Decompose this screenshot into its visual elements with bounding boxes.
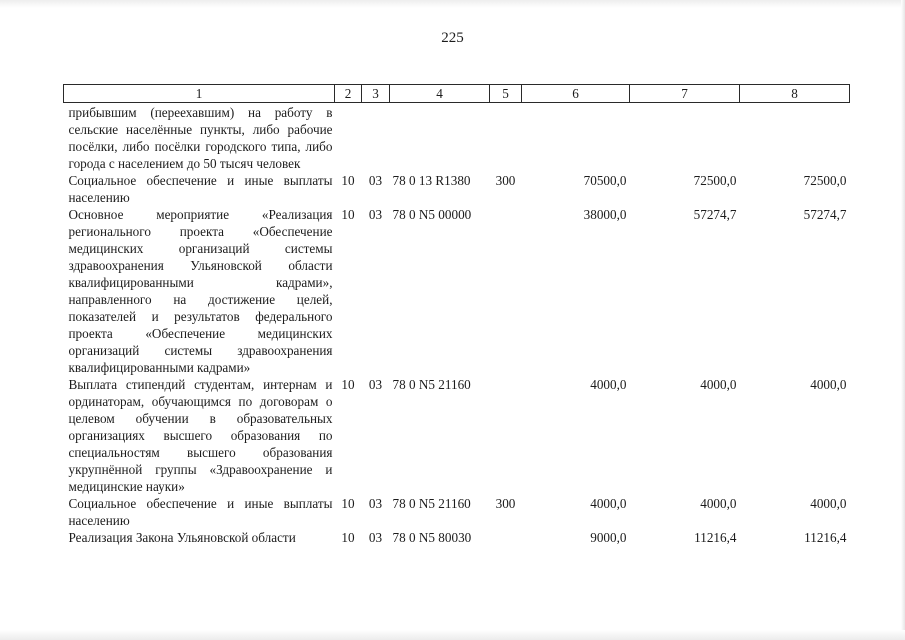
row-target-article bbox=[390, 103, 490, 173]
row-amount-col7: 4000,0 bbox=[700, 377, 737, 392]
header-col-3: 3 bbox=[362, 85, 390, 103]
row-amount-col7: 4000,0 bbox=[700, 496, 737, 511]
row-description: Реализация Закона Ульяновской области bbox=[68, 530, 296, 545]
row-description: Выплата стипендий студентам, интернам и ординаторам, обучающимся по договорам о целевом обучении в образовательных организациях высшего образования по специальностям высшего образования укрупнённой группы «Здравоохранение и медицинские науки» bbox=[68, 377, 333, 494]
row-expense-type: 300 bbox=[495, 496, 516, 511]
row-amount-col8: 4000,0 bbox=[810, 377, 847, 392]
row-amount-col6: 4000,0 bbox=[590, 496, 627, 511]
row-amount-col6: 9000,0 bbox=[590, 530, 627, 545]
row-subsection: 03 bbox=[368, 496, 383, 511]
row-section: 10 bbox=[341, 207, 355, 222]
row-subsection bbox=[362, 103, 390, 173]
table-body bbox=[64, 103, 850, 547]
header-col-5: 5 bbox=[490, 85, 522, 103]
row-amount-col7 bbox=[630, 103, 740, 173]
row-target-article: 78 0 N5 21160 bbox=[392, 496, 471, 511]
row-amount-col6: 38000,0 bbox=[583, 207, 627, 222]
row-amount-col7: 57274,7 bbox=[693, 207, 737, 222]
header-col-6: 6 bbox=[522, 85, 630, 103]
table-row bbox=[64, 172, 850, 206]
row-subsection: 03 bbox=[368, 207, 383, 222]
row-section: 10 bbox=[341, 173, 355, 188]
budget-table bbox=[63, 84, 850, 546]
header-col-7: 7 bbox=[630, 85, 740, 103]
row-subsection: 03 bbox=[368, 377, 383, 392]
table-row bbox=[64, 206, 850, 376]
row-section: 10 bbox=[341, 377, 355, 392]
row-amount-col8: 72500,0 bbox=[803, 173, 847, 188]
row-target-article: 78 0 N5 80030 bbox=[392, 530, 472, 545]
row-section: 10 bbox=[341, 496, 355, 511]
table-header bbox=[64, 85, 850, 103]
header-col-1: 1 bbox=[64, 85, 335, 103]
header-col-4: 4 bbox=[390, 85, 490, 103]
row-amount-col6 bbox=[522, 103, 630, 173]
scan-edge-right bbox=[901, 0, 905, 640]
row-expense-type bbox=[490, 206, 522, 376]
scan-edge-top bbox=[0, 0, 905, 8]
scan-edge-bottom bbox=[0, 630, 905, 640]
header-row bbox=[64, 85, 850, 103]
row-amount-col8: 4000,0 bbox=[810, 496, 847, 511]
row-expense-type bbox=[490, 103, 522, 173]
table-row bbox=[64, 529, 850, 546]
row-amount-col8: 57274,7 bbox=[803, 207, 847, 222]
header-col-8: 8 bbox=[740, 85, 850, 103]
row-target-article: 78 0 13 R1380 bbox=[392, 173, 471, 188]
page-number: 225 bbox=[441, 30, 464, 46]
row-description: Основное мероприятие «Реализация регионального проекта «Обеспечение медицинских организаций системы здравоохранения Ульяновской области квалифицированными кадрами», направленного на достижение целей, показателей и результатов федерального проекта «Обеспечение медицинских организаций системы здравоохранения квалифицированными кадрами» bbox=[68, 207, 333, 375]
header-col-2: 2 bbox=[335, 85, 362, 103]
row-amount-col8 bbox=[740, 103, 850, 173]
row-expense-type bbox=[490, 376, 522, 495]
row-description: Социальное обеспечение и иные выплаты населению bbox=[68, 496, 333, 528]
row-section: 10 bbox=[341, 530, 355, 545]
table-row bbox=[64, 103, 850, 173]
row-amount-col8: 11216,4 bbox=[804, 530, 847, 545]
row-section bbox=[335, 103, 362, 173]
row-subsection: 03 bbox=[368, 173, 383, 188]
row-subsection: 03 bbox=[368, 530, 383, 545]
table-row bbox=[64, 376, 850, 495]
table-row bbox=[64, 495, 850, 529]
row-target-article: 78 0 N5 21160 bbox=[392, 377, 471, 392]
row-amount-col6: 4000,0 bbox=[590, 377, 627, 392]
row-expense-type bbox=[490, 529, 522, 546]
row-description: прибывшим (переехавшим) на работу в сельские населённые пункты, либо рабочие посёлки, либо посёлки городского типа, либо города с населением до 50 тысяч человек bbox=[68, 105, 333, 171]
row-amount-col7: 11216,4 bbox=[694, 530, 737, 545]
row-description: Социальное обеспечение и иные выплаты населению bbox=[68, 173, 333, 205]
row-expense-type: 300 bbox=[495, 173, 516, 188]
row-target-article: 78 0 N5 00000 bbox=[392, 207, 472, 222]
row-amount-col7: 72500,0 bbox=[693, 173, 737, 188]
row-amount-col6: 70500,0 bbox=[583, 173, 627, 188]
